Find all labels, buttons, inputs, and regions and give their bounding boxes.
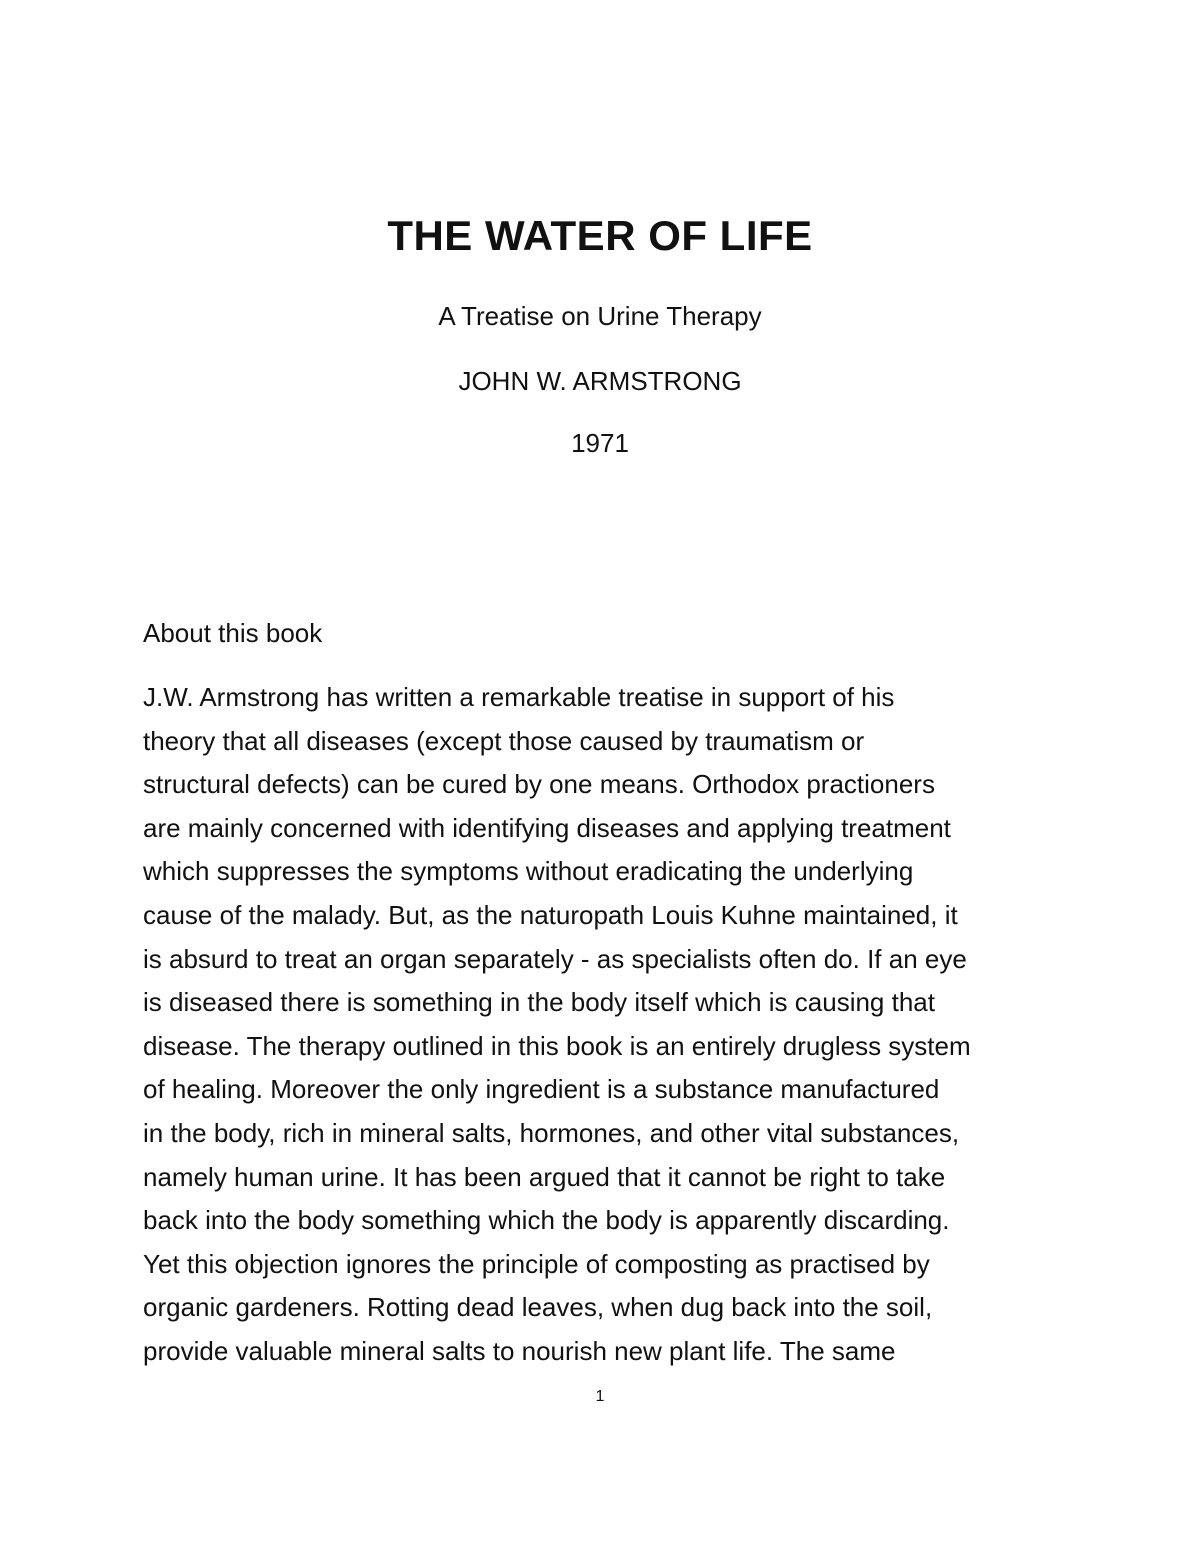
body-line: is diseased there is something in the body itself which is causing that bbox=[143, 987, 935, 1018]
body-line: is absurd to treat an organ separately - as specialists often do. If an eye bbox=[143, 943, 967, 974]
body-line: are mainly concerned with identifying diseases and applying treatment bbox=[143, 812, 951, 843]
section-heading: About this book bbox=[143, 618, 323, 648]
body-line: Yet this objection ignores the principle of composting as practised by bbox=[143, 1248, 930, 1279]
body-line: which suppresses the symptoms without eradicating the underlying bbox=[143, 856, 914, 887]
body-line: theory that all diseases (except those caused by traumatism or bbox=[143, 725, 865, 756]
body-line: in the body, rich in mineral salts, hormones, and other vital substances, bbox=[143, 1117, 960, 1148]
body-line: J.W. Armstrong has written a remarkable treatise in support of his bbox=[143, 682, 895, 712]
page-number: 1 bbox=[595, 1388, 605, 1405]
body-line: provide valuable mineral salts to nourish new plant life. The same bbox=[143, 1335, 896, 1366]
body-line: disease. The therapy outlined in this book is an entirely drugless system bbox=[143, 1030, 971, 1061]
body-line: back into the body something which the body is apparently discarding. bbox=[143, 1205, 950, 1236]
body-line: organic gardeners. Rotting dead leaves, when dug back into the soil, bbox=[143, 1292, 933, 1323]
document-author: JOHN W. ARMSTRONG bbox=[458, 366, 742, 396]
body-paragraph bbox=[143, 676, 1063, 1374]
document-subtitle: A Treatise on Urine Therapy bbox=[438, 301, 762, 331]
body-line: structural defects) can be cured by one means. Orthodox practioners bbox=[143, 769, 935, 800]
body-line: cause of the malady. But, as the naturopath Louis Kuhne maintained, it bbox=[143, 899, 958, 930]
body-line: of healing. Moreover the only ingredient is a substance manufactured bbox=[143, 1074, 940, 1105]
publication-year: 1971 bbox=[571, 428, 629, 458]
document-title: THE WATER OF LIFE bbox=[387, 212, 813, 259]
body-line: namely human urine. It has been argued that it cannot be right to take bbox=[143, 1161, 946, 1192]
